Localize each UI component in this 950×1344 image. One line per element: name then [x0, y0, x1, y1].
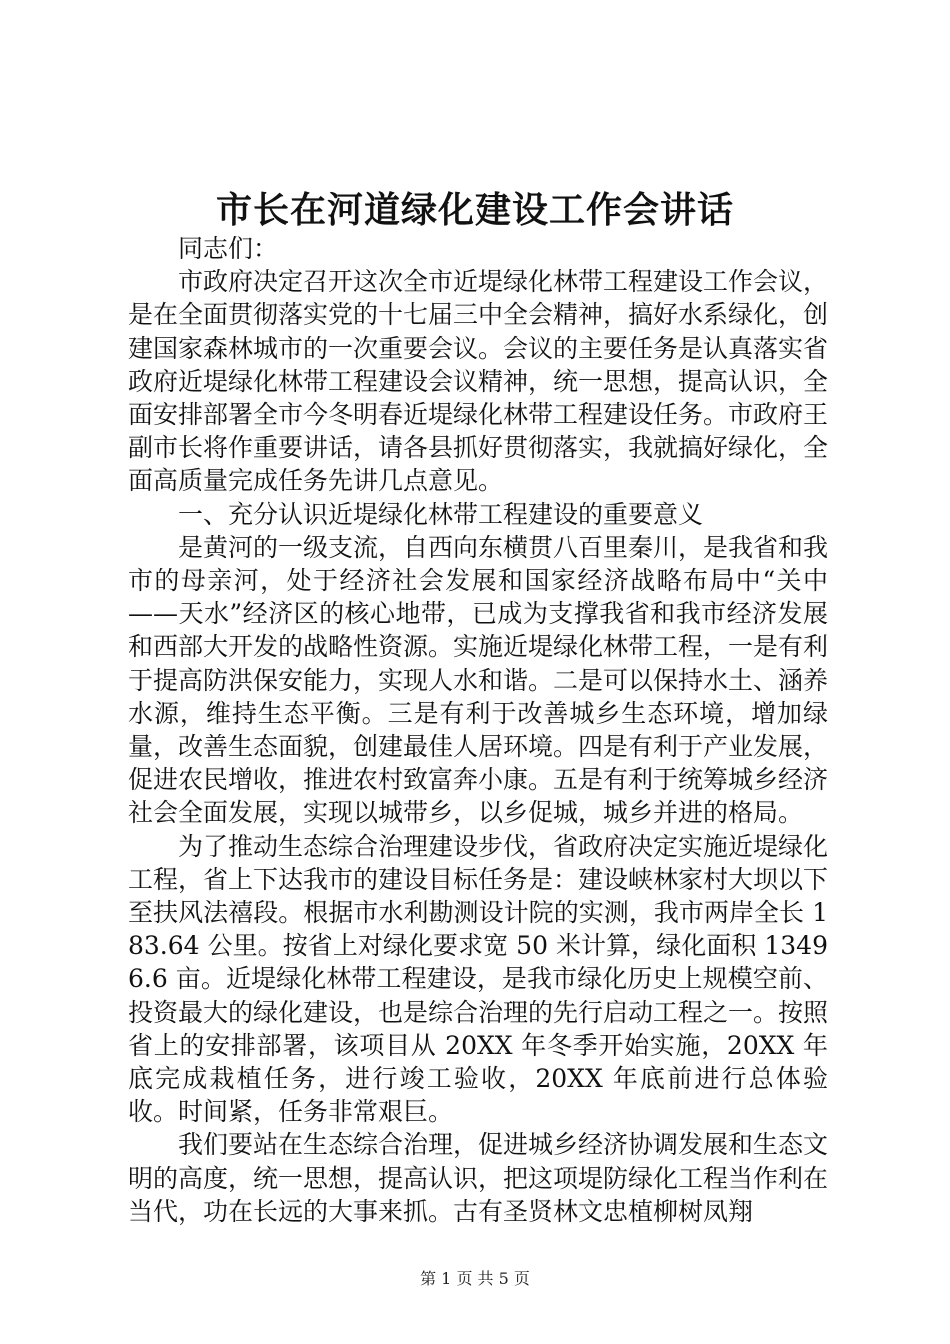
paragraph-call-to-action: 我们要站在生态综合治理，促进城乡经济协调发展和生态文明的高度，统一思想，提高认识，把这项堤防绿化工程当作利在当代，功在长远的大事来抓。古有圣贤林文忠植柳树凤翔 — [128, 1130, 829, 1226]
section-heading-1: 一、充分认识近堤绿化林带工程建设的重要意义 — [178, 499, 704, 529]
salutation: 同志们： — [178, 234, 279, 263]
document-body — [128, 232, 828, 1228]
paragraph-significance: 是黄河的一级支流，自西向东横贯八百里秦川，是我省和我市的母亲河，处于经济社会发展和国家经济战略布局中“关中——天水”经济区的核心地带，已成为支撑我省和我市经济发展和西部大开发的战略性资源。实施近堤绿化林带工程，一是有利于提高防洪保安能力，实现人水和谐。二是可以保持水土、涵养水源，维持生态平衡。三是有利于改善城乡生态环境，增加绿量，改善生态面貌，创建最佳人居环境。四是有利于产业发展，促进农民增收，推进农村致富奔小康。五是有利于统筹城乡经济社会全面发展，实现以城带乡，以乡促城，城乡并进的格局。 — [128, 532, 829, 828]
paragraph-intro: 市政府决定召开这次全市近堤绿化林带工程建设工作会议，是在全面贯彻落实党的十七届三中全会精神，搞好水系绿化，创建国家森林城市的一次重要会议。会议的主要任务是认真落实省政府近堤绿化林带工程建设会议精神，统一思想，提高认识，全面安排部署全市今冬明春近堤绿化林带工程建设任务。市政府王副市长将作重要讲话，请各县抓好贯彻落实，我就搞好绿化，全面高质量完成任务先讲几点意见。 — [128, 267, 829, 496]
document-title: 市长在河道绿化建设工作会讲话 — [215, 189, 734, 231]
page-footer: 第 1 页 共 5 页 — [420, 1269, 530, 1288]
paragraph-targets: 为了推动生态综合治理建设步伐，省政府决定实施近堤绿化工程，省上下达我市的建设目标任务是：建设峡林家村大坝以下至扶风法禧段。根据市水利勘测设计院的实测，我市两岸全长 183.64 公里。按省上对绿化要求宽 50 米计算，绿化面积 13496.6 亩。近堤绿化林带工程建设，是我市绿化历史上规模空前、投资最大的绿化建设，也是综合治理的先行启动工程之一。按照省上的安排部署，该项目从 20XX 年冬季开始实施，20XX 年底完成栽植任务，进行竣工验收，20XX 年底前进行总体验收。时间紧，任务非常艰巨。 — [128, 831, 829, 1127]
